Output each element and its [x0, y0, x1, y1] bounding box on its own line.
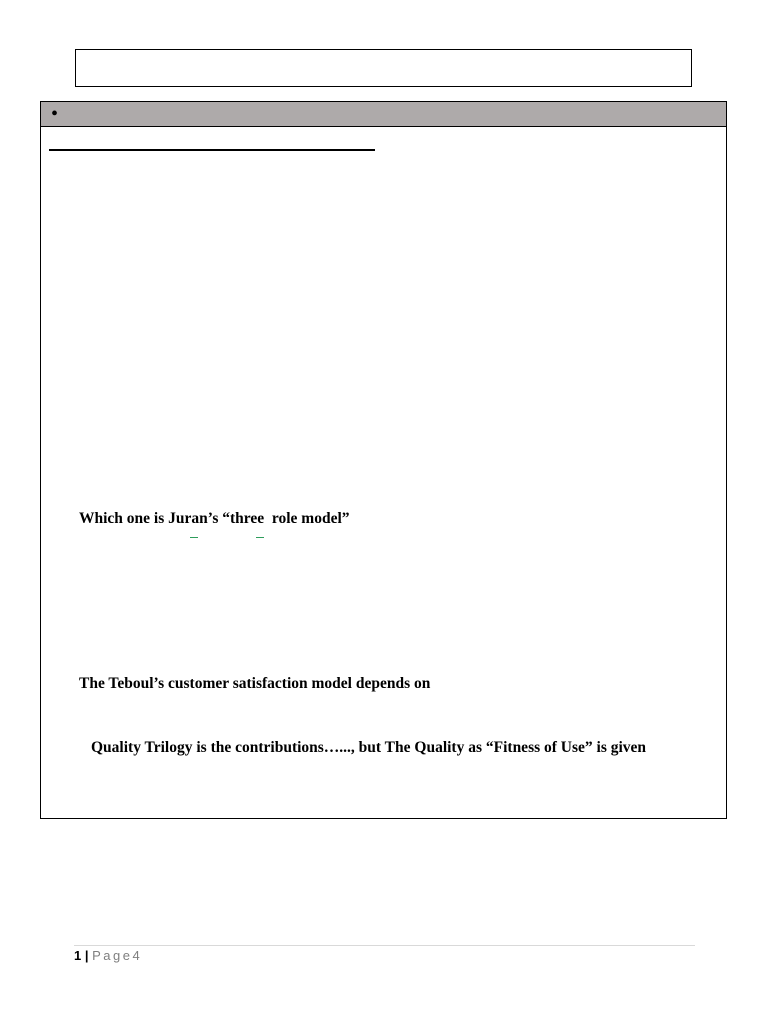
page-footer: [74, 948, 142, 963]
question-frame: [40, 101, 727, 819]
page-number: 1: [74, 948, 82, 963]
header-box: [75, 49, 692, 87]
bullet-icon: •: [51, 103, 59, 125]
question-quality-trilogy: Quality Trilogy is the contributions…..., but The Quality as “Fitness of Use” is given: [91, 739, 647, 756]
page-label: Page4: [92, 948, 143, 963]
question-juran: Which one is Juran’s “three role model”: [79, 510, 350, 527]
answer-blank[interactable]: [256, 537, 264, 538]
underline-rule: [49, 149, 375, 151]
footer-divider: [74, 945, 695, 946]
page-separator: |: [81, 948, 93, 963]
answer-blank[interactable]: [190, 537, 198, 538]
question-teboul: The Teboul’s customer satisfaction model depends on: [79, 675, 431, 692]
section-header-bar: [41, 102, 726, 127]
